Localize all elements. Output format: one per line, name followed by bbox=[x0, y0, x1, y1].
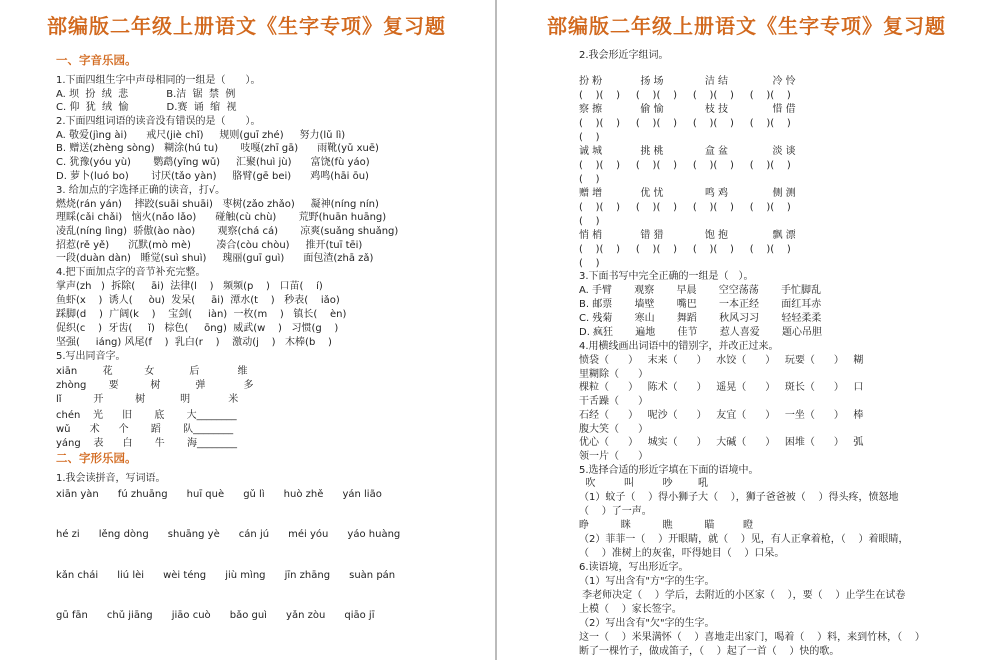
left-line: C. 犹豫(yóu yù) 鹦鹉(yīng wǔ) 汇聚(huì jù) 富饶(fù yáo) bbox=[56, 157, 370, 168]
right-line: 领一片（ ） bbox=[579, 451, 649, 462]
left-line: zhòng 要 树 弹 多 bbox=[56, 380, 254, 391]
right-line: （ ）了一声。 bbox=[579, 506, 652, 517]
right-line: （1）写出含有"方"字的生字。 bbox=[579, 576, 715, 587]
left-line: 掌声(zh ) 拆除( āi) 法律(l ) 频频(p ) 口苗( í) bbox=[56, 281, 323, 292]
right-line: D. 疯狂 遍地 佳节 惹人喜爱 题心吊胆 bbox=[579, 327, 823, 338]
left-line: 凌乱(níng lìng) 骄傲(ào nào) 观察(chá cá) 凉爽(suǎng shuǎng) bbox=[56, 226, 399, 237]
left-line: 坚强( iáng) 风尾(f ) 乳白(r ) 激动(j ) 木棒(b ) bbox=[56, 337, 332, 348]
left-line: 4.把下面加点字的音节补充完整。 bbox=[56, 267, 206, 278]
left-line: gū fān chǔ jiāng jiāo cuò bǎo guì yǎn zòu qiāo jī bbox=[56, 610, 375, 621]
left-line: 一段(duàn dàn) 睡觉(suì shuì) 瑰丽(guī guì) 面包渣(zhā zǎ) bbox=[56, 253, 374, 264]
left-line: A. 敬爱(jìng ài) 戒尺(jiè chǐ) 规则(guī zhé) 努力(lǔ lì) bbox=[56, 130, 346, 141]
right-page-title: 部编版二年级上册语文《生字专项》复习题 bbox=[547, 14, 946, 38]
right-line: 干舌躁（ ） bbox=[579, 396, 649, 407]
right-line: 扮 粉 扬 场 洁 结 冷 怜 bbox=[579, 76, 796, 87]
right-line: 李老师决定（ ）学后，去附近的小区家（ ），要（ ）止学生在试卷 bbox=[579, 590, 906, 601]
left-line: 理睬(cǎi chǎi) 恼火(nǎo lǎo) 碰触(cù chù) 荒野(huān huāng) bbox=[56, 212, 387, 223]
right-line: 里糊除（ ） bbox=[579, 369, 649, 380]
right-line: 6.读语境，写出形近字。 bbox=[579, 562, 689, 573]
right-line: （ ）准树上的灰雀，吓得她目（ ）口呆。 bbox=[579, 548, 785, 559]
left-line: 3. 给加点的字选择正确的读音，打√。 bbox=[56, 185, 226, 196]
right-line: 吹 叫 吵 吼 bbox=[579, 478, 709, 489]
right-line: 诚 城 挑 桃 盒 盆 淡 谈 bbox=[579, 146, 796, 157]
right-line: ( )( ) ( )( ) ( )( ) ( )( ) bbox=[579, 202, 791, 213]
right-line: ( )( ) ( )( ) ( )( ) ( )( ) bbox=[579, 160, 791, 171]
right-line: 5.选择合适的形近字填在下面的语境中。 bbox=[579, 465, 759, 476]
left-line: xiān 花 女 后 维 bbox=[56, 366, 248, 377]
right-line: 石经（ ） 呢沙（ ） 友宜（ ） 一坐（ ） 棒 bbox=[579, 410, 864, 421]
right-line: ( ) bbox=[579, 216, 600, 227]
right-line: 这一（ ）米果满怀（ ）喜地走出家门，喝着（ ）料，来到竹林，（ ） bbox=[579, 632, 925, 643]
left-line: lǐ 开 树 明 米 bbox=[56, 394, 239, 405]
right-page bbox=[499, 0, 994, 660]
right-line: A. 手臂 观察 早晨 空空荡荡 手忙脚乱 bbox=[579, 285, 822, 296]
left-line: kǎn chái liú lèi wèi téng jiù mìng jīn zhāng suàn pán bbox=[56, 570, 396, 581]
left-page bbox=[0, 0, 493, 660]
right-line: 棵粒（ ） 陈术（ ） 遥晃（ ） 斑长（ ） 口 bbox=[579, 382, 864, 393]
left-line: hé zi lěng dòng shuāng yè cán jú méi yóu yáo huàng bbox=[56, 529, 401, 540]
left-line: 5.写出同音字。 bbox=[56, 351, 126, 362]
right-line: ( ) bbox=[579, 132, 600, 143]
left-line: 1.我会读拼音，写词语。 bbox=[56, 473, 166, 484]
right-line: 3.下面书写中完全正确的一组是（ ）。 bbox=[579, 271, 754, 282]
left-line: 一、字音乐园。 bbox=[56, 53, 137, 67]
left-line: 鱼虾(x ) 诱人( òu) 发呆( āi) 潭水(t ) 秒表( iǎo) bbox=[56, 295, 340, 306]
left-line: 促织(c ) 牙齿( ǐ) 棕色( ōng) 威武(w ) 习惯(g ) bbox=[56, 323, 339, 334]
right-line: B. 邮票 墙壁 嘴巴 一本正经 面红耳赤 bbox=[579, 299, 822, 310]
right-line: 4.用横线画出词语中的错别字，并改正过来。 bbox=[579, 341, 779, 352]
right-line: ( )( ) ( )( ) ( )( ) ( )( ) bbox=[579, 90, 791, 101]
right-line: 察 擦 偷 愉 枝 技 惜 借 bbox=[579, 104, 796, 115]
right-line: 2.我会形近字组词。 bbox=[579, 50, 669, 61]
left-line: yáng 表 白 牛 海________ bbox=[56, 438, 238, 449]
left-line: A. 坝 扮 绒 悲 B.洁 锯 禁 例 bbox=[56, 89, 236, 100]
right-line: 断了一棵竹子，做成笛子，（ ）起了一首（ ）快的歌。 bbox=[579, 646, 840, 657]
right-line: （2）菲菲一（ ）开眼睛，就（ ）见，有人正拿着枪，（ ）着眼睛， bbox=[579, 534, 909, 545]
right-line: 愤袋（ ） 末来（ ） 水饺（ ） 玩要（ ） 糊 bbox=[579, 355, 864, 366]
right-line: 优心（ ） 城实（ ） 大碱（ ） 困堆（ ） 弧 bbox=[579, 437, 864, 448]
left-line: C. 仰 犹 绒 愉 D.赛 诵 缩 视 bbox=[56, 102, 237, 113]
right-line: ( )( ) ( )( ) ( )( ) ( )( ) bbox=[579, 118, 791, 129]
left-line: 踩脚(d ) 广阔(k ) 宝剑( iàn) 一枚(m ) 镇长( èn) bbox=[56, 309, 347, 320]
right-line: 腹大笑（ ） bbox=[579, 424, 649, 435]
left-line: B. 赠送(zhèng sòng) 糊涂(hú tu) 吱嘎(zhī gā) 雨靴(yǔ xuē) bbox=[56, 143, 379, 154]
left-line: 燃烧(rán yán) 摔跤(suāi shuāi) 枣树(zǎo zhǎo) 凝神(níng nín) bbox=[56, 199, 379, 210]
right-line: ( )( ) ( )( ) ( )( ) ( )( ) bbox=[579, 244, 791, 255]
right-line: （2）写出含有"欠"字的生字。 bbox=[579, 618, 715, 629]
left-line: xiān yàn fú zhuāng huī què gǔ lì huò zhě yán lião bbox=[56, 489, 382, 500]
left-line: 二、字形乐园。 bbox=[56, 451, 137, 465]
right-line: 睁 眯 瞧 瞄 瞪 bbox=[579, 520, 753, 531]
left-page-title: 部编版二年级上册语文《生字专项》复习题 bbox=[47, 14, 446, 38]
right-line: （1）蚊子（ ）得小狮子大（ ），狮子爸爸被（ ）得头疼，愤怒地 bbox=[579, 492, 899, 503]
left-line: 招惹(rě yě) 沉默(mò mè) 凑合(còu chòu) 推开(tuī tēi) bbox=[56, 240, 363, 251]
left-line: D. 萝卜(luó bo) 讨厌(tǎo yàn) 胳臂(gē bei) 鸡鸣(hāi ōu) bbox=[56, 171, 369, 182]
right-line: ( ) bbox=[579, 174, 600, 185]
page-divider bbox=[495, 0, 497, 660]
right-line: 悄 梢 错 猎 饱 抱 飘 漂 bbox=[579, 230, 796, 241]
right-line: 赠 增 优 忧 鸣 鸡 侧 测 bbox=[579, 188, 796, 199]
left-line: 1.下面四组生字中声母相同的一组是（ ）。 bbox=[56, 75, 261, 86]
right-line: ( ) bbox=[579, 258, 600, 269]
right-line: 上模（ ）家长签字。 bbox=[579, 604, 682, 615]
left-line: chén 光 旧 底 大________ bbox=[56, 410, 237, 421]
left-line: 2.下面四组词语的读音没有错误的是（ ）。 bbox=[56, 116, 261, 127]
left-line: wǔ 术 个 蹈 队________ bbox=[56, 424, 234, 435]
right-line: C. 残菊 寒山 舞蹈 秋风习习 轻轻柔柔 bbox=[579, 313, 822, 324]
